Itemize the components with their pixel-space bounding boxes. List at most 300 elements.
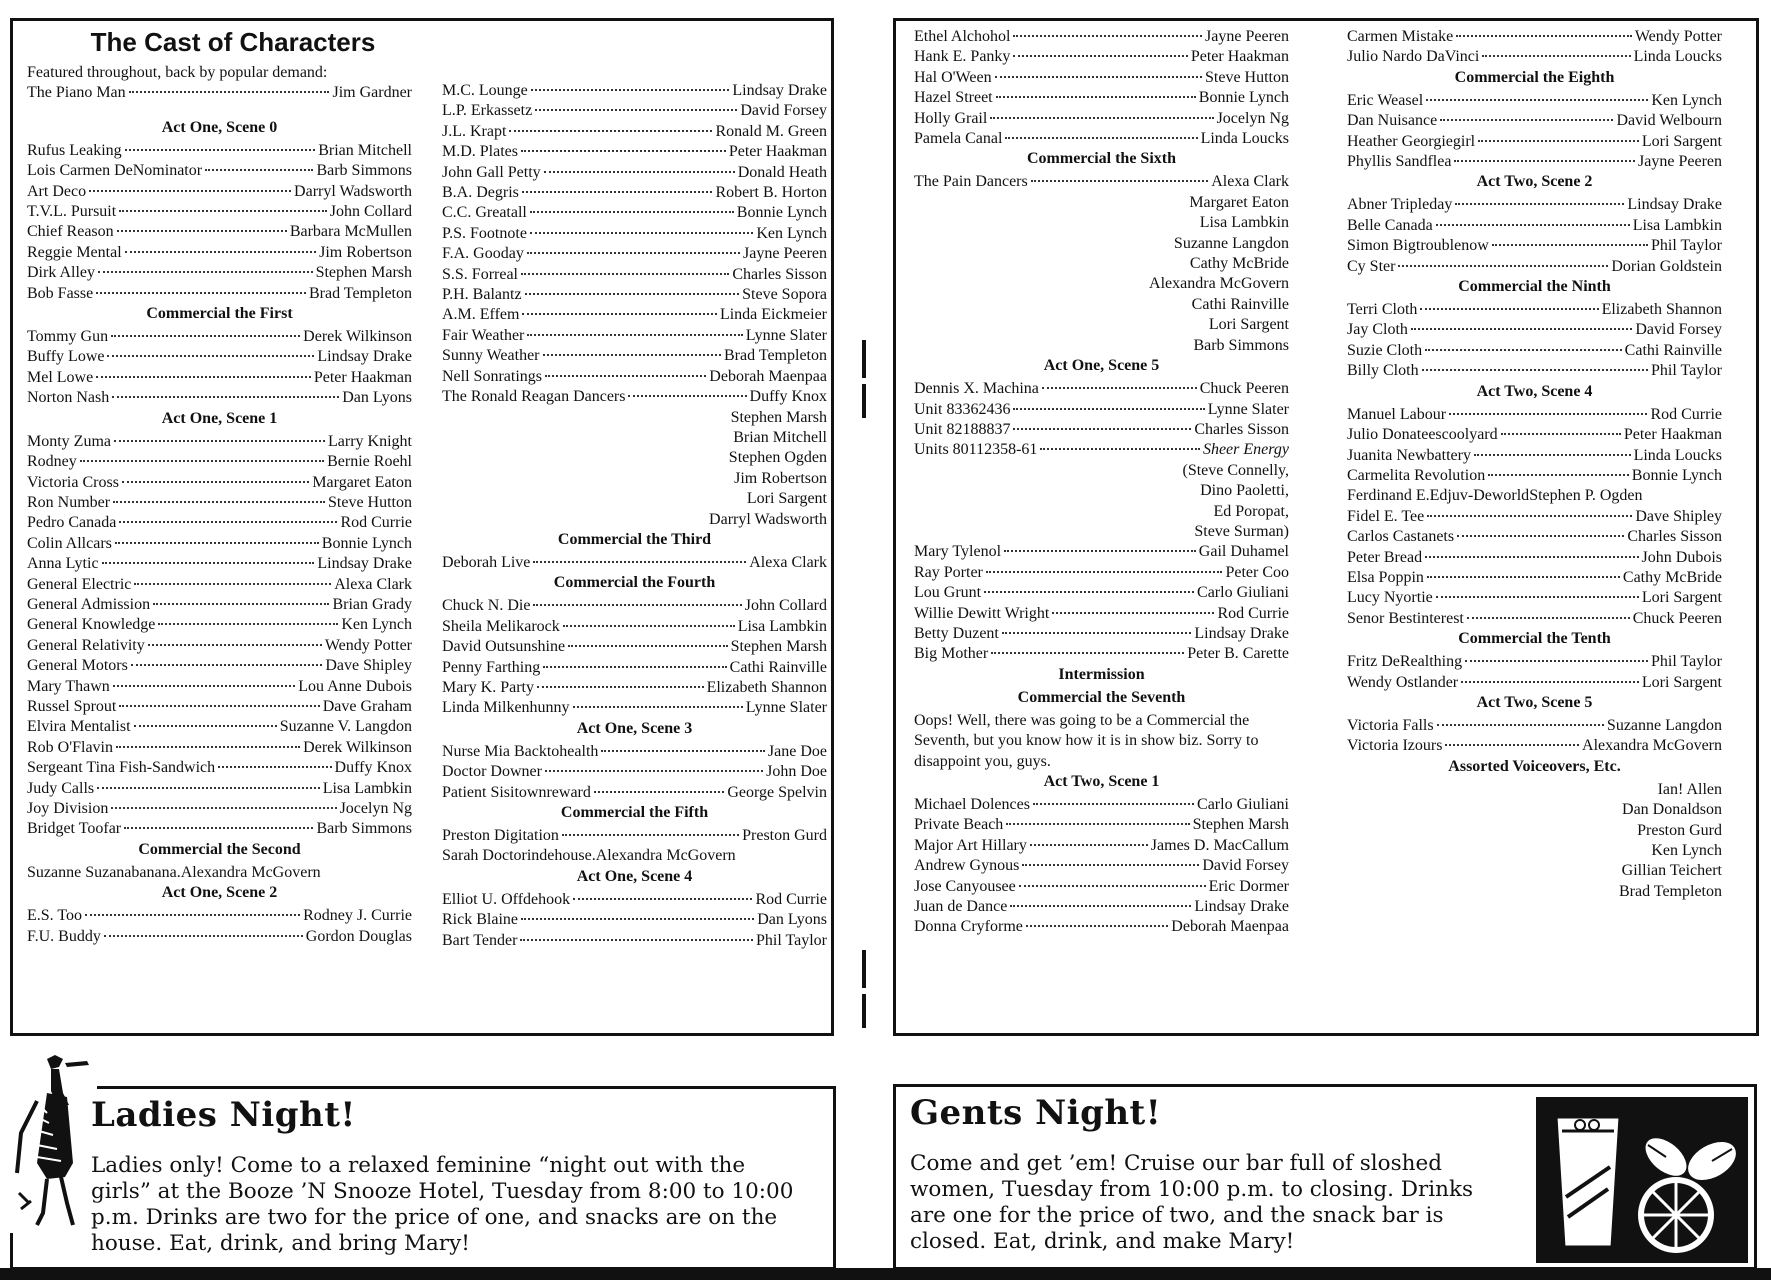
character-name: Juan de Dance	[914, 898, 1008, 916]
character-name: General Electric	[27, 575, 132, 593]
ladies-night-ad	[10, 1086, 836, 1270]
character-name: Fair Weather	[442, 326, 525, 344]
character-name: Manuel Labour	[1347, 405, 1447, 423]
cast-row	[914, 27, 1289, 47]
cast-row	[1347, 446, 1722, 466]
cast-section	[442, 573, 827, 718]
cast-row	[914, 379, 1289, 399]
actor-name: Duffy Knox	[334, 759, 412, 777]
actor-name: Lori Sargent	[1641, 673, 1722, 691]
cast-row	[1347, 236, 1722, 256]
actor-name: Dan Lyons	[342, 389, 412, 407]
cast-row	[1347, 47, 1722, 67]
actor-name: Rod Currie	[1217, 604, 1289, 622]
cast-row	[27, 927, 412, 947]
actor-name: Jane Doe	[767, 742, 827, 760]
actor-name: Bonnie Lynch	[1631, 466, 1722, 484]
character-name: Bart Tender	[442, 931, 518, 949]
character-name: Ferdinand E.Edjuv-Deworld	[1347, 487, 1530, 505]
actor-name: Stephen P. Ogden	[1529, 487, 1643, 505]
character-name: Sergeant Tina Fish-Sandwich	[27, 759, 216, 777]
cast-row	[1347, 152, 1722, 172]
actor-name: Chuck Peeren	[1632, 609, 1722, 627]
character-name: Andrew Gynous	[914, 857, 1020, 875]
dancing-lady-illustration	[7, 1053, 97, 1233]
cast-row	[27, 779, 412, 799]
character-name: Nurse Mia Backtohealth	[442, 742, 599, 760]
cast-row	[914, 47, 1289, 67]
cast-section	[914, 27, 1289, 149]
actor-name: Lindsay Drake	[732, 82, 827, 99]
cast-row	[442, 742, 827, 762]
actor-name: Ronald M. Green	[715, 122, 827, 140]
actor-name: Elizabeth Shannon	[1601, 301, 1722, 319]
character-name: Private Beach	[914, 816, 1004, 834]
character-name: Hal O'Ween	[914, 68, 992, 86]
cast-section	[27, 883, 412, 947]
character-name: Joy Division	[27, 800, 109, 817]
cast-row	[442, 910, 827, 930]
cast-section	[442, 803, 827, 867]
cast-row	[1347, 548, 1722, 568]
character-name: Rick Blaine	[442, 911, 518, 929]
actor-name: Cathy McBride	[1622, 568, 1722, 586]
character-name: E.S. Too	[27, 907, 83, 925]
cast-section	[914, 772, 1289, 938]
cast-row	[914, 795, 1289, 815]
cast-row	[1347, 568, 1722, 588]
cast-row	[1347, 361, 1722, 381]
cast-section	[1347, 693, 1722, 757]
section-heading: Commercial the Tenth	[1458, 630, 1611, 648]
character-name: Reggie Mental	[27, 243, 122, 261]
actor-name: Rod Currie	[755, 890, 827, 908]
character-name: Cy Ster	[1347, 257, 1396, 275]
cast-row	[914, 624, 1289, 644]
character-name: Holly Grail	[914, 109, 988, 127]
cast-row	[27, 554, 412, 574]
cast-row	[27, 717, 412, 737]
actor-name: Brad Templeton	[723, 347, 827, 365]
cast-row	[27, 758, 412, 778]
character-name: Elsa Poppin	[1347, 568, 1424, 586]
cast-row	[27, 202, 412, 222]
actor-name: Barb Simmons	[316, 820, 412, 838]
actor-name: Alexa Clark	[334, 575, 412, 593]
cast-row	[442, 142, 827, 162]
actor-name: Jayne Peeren	[1205, 28, 1289, 45]
cast-row	[27, 534, 412, 554]
cast-column-4	[1347, 27, 1722, 938]
cast-row	[1347, 588, 1722, 608]
actor-name: Brian Grady	[332, 595, 412, 613]
actor-name: Phil Taylor	[1650, 362, 1722, 380]
actor-name: John Dubois	[1641, 548, 1722, 566]
character-name: General Knowledge	[27, 616, 156, 634]
cast-row	[914, 109, 1289, 129]
character-name: Suzie Cloth	[1347, 341, 1423, 359]
character-name: Michael Dolences	[914, 796, 1030, 813]
actor-name: Lindsay Drake	[1194, 624, 1289, 642]
cast-row	[1347, 27, 1722, 47]
section-heading: Act One, Scene 2	[161, 884, 278, 902]
actor-name: John Collard	[744, 597, 827, 615]
actor-name: Barb Simmons	[316, 162, 412, 180]
cast-row	[914, 563, 1289, 583]
additional-actor: Ian! Allen	[1657, 780, 1722, 798]
binding-mark	[862, 340, 866, 378]
character-name: Carmelita Revolution	[1347, 466, 1486, 484]
character-name: S.S. Forreal	[442, 265, 518, 283]
ladies-night-body: Ladies only! Come to a relaxed feminine “night out with the girls” at the Booze ’N Snooze Hotel, Tuesday from 8:00 to 10:00 p.m. Drinks are two for the price of one, and snacks are on the house. Eat, drink, and bring Mary!	[91, 1153, 794, 1256]
actor-name: Alexandra McGovern	[180, 863, 321, 881]
cast-row	[1347, 609, 1722, 629]
additional-actor: Stephen Ogden	[728, 449, 827, 467]
character-name: Lou Grunt	[914, 584, 982, 602]
binding-mark	[862, 950, 866, 988]
actor-name: Alexa Clark	[749, 553, 827, 571]
actor-name: Carlo Giuliani	[1197, 796, 1289, 813]
actor-name: Preston Gurd	[742, 827, 827, 844]
cast-row	[1347, 91, 1722, 111]
character-name: Abner Tripleday	[1347, 196, 1453, 214]
character-name: Dennis X. Machina	[914, 380, 1039, 398]
cast-row	[1347, 466, 1722, 486]
actor-name: Jayne Peeren	[743, 245, 827, 263]
character-name: M.C. Lounge	[442, 82, 528, 99]
additional-actor: Stephen Marsh	[730, 408, 827, 426]
actor-name: Phil Taylor	[1650, 237, 1722, 255]
cast-row	[914, 129, 1289, 149]
section-heading: Act Two, Scene 5	[1476, 693, 1593, 711]
additional-actor: Brad Templeton	[1618, 882, 1722, 900]
cast-row	[442, 305, 827, 325]
cast-row	[27, 347, 412, 367]
section-heading: Commercial the First	[146, 305, 293, 323]
actor-name: Lynne Slater	[1207, 400, 1289, 418]
actor-name: John Collard	[329, 203, 412, 221]
actor-name: Lindsay Drake	[317, 555, 412, 573]
actor-name: Gail Duhamel	[1198, 543, 1289, 561]
cast-section	[442, 719, 827, 803]
actor-name: Dave Shipley	[1635, 507, 1722, 525]
cast-row	[442, 617, 827, 637]
cast-section	[27, 409, 412, 840]
actor-name: Bonnie Lynch	[321, 534, 412, 552]
character-name: T.V.L. Pursuit	[27, 203, 117, 221]
cast-row	[27, 819, 412, 839]
actor-name: Cathi Rainville	[729, 658, 827, 676]
character-name: General Admission	[27, 595, 151, 613]
actor-name: George Spelvin	[727, 783, 827, 801]
actor-name: Ken Lynch	[756, 224, 827, 242]
character-name: Wendy Ostlander	[1347, 673, 1459, 691]
character-name: Chuck N. Die	[442, 597, 531, 615]
cast-row	[442, 285, 827, 305]
character-name: P.S. Footnote	[442, 224, 527, 242]
character-name: A.M. Effem	[442, 306, 520, 324]
section-heading: Act One, Scene 1	[161, 409, 278, 427]
cast-row	[1347, 736, 1722, 756]
character-name: B.A. Degris	[442, 184, 519, 202]
character-name: Julio Donateescoolyard	[1347, 426, 1498, 444]
character-name: Patient Sisitownreward	[442, 783, 591, 801]
actor-name: Peter Haakman	[1190, 48, 1289, 66]
character-name: Juanita Newbattery	[1347, 446, 1471, 464]
actor-name: Dan Lyons	[757, 911, 827, 929]
character-name: Peter Bread	[1347, 548, 1423, 566]
cast-section	[914, 665, 1289, 688]
additional-actor: (Steve Connelly,	[1182, 461, 1289, 479]
actor-name: Phil Taylor	[1650, 653, 1722, 671]
cast-row	[442, 265, 827, 285]
actor-name: Rod Currie	[1650, 405, 1722, 423]
actor-name: Peter Haakman	[728, 143, 827, 161]
actor-name: Peter Haakman	[1623, 426, 1722, 444]
character-name: Willie Dewitt Wright	[914, 604, 1050, 622]
cast-row	[442, 637, 827, 657]
actor-name: Derek Wilkinson	[303, 738, 412, 756]
actor-name: Dave Graham	[322, 697, 412, 715]
cast-section	[27, 118, 412, 304]
cast-section	[1347, 382, 1722, 629]
cast-row	[27, 677, 412, 697]
cast-column-1	[27, 118, 412, 947]
character-name: Suzanne Suzanabanana.	[27, 863, 181, 881]
character-name: Hank E. Panky	[914, 48, 1011, 66]
character-name: Big Mother	[914, 645, 989, 663]
cast-row	[27, 161, 412, 181]
actor-name: Carlo Giuliani	[1197, 584, 1289, 602]
character-name: L.P. Erkassetz	[442, 102, 533, 120]
cast-row	[1347, 341, 1722, 361]
character-name: M.D. Plates	[442, 143, 518, 161]
additional-actor: Dan Donaldson	[1622, 801, 1722, 819]
gents-night-title: Gents Night!	[910, 1093, 1162, 1133]
cast-row	[442, 367, 827, 387]
cast-row	[27, 575, 412, 595]
cast-row	[27, 697, 412, 717]
character-name: Russel Sprout	[27, 697, 117, 715]
additional-actor: Darryl Wadsworth	[709, 510, 827, 528]
cast-row	[27, 615, 412, 635]
actor-name: Charles Sisson	[1627, 528, 1722, 546]
cast-row	[1347, 195, 1722, 215]
cast-row	[27, 327, 412, 347]
cast-row	[1347, 507, 1722, 527]
character-name: Tommy Gun	[27, 328, 109, 346]
actor-name: John Doe	[766, 763, 827, 781]
cast-section	[27, 840, 412, 883]
character-name: The Ronald Reagan Dancers	[442, 388, 626, 406]
cast-row	[914, 897, 1289, 917]
cast-row	[1347, 111, 1722, 131]
cast-row	[1347, 673, 1722, 693]
actor-name: Rod Currie	[340, 514, 412, 532]
cast-section	[914, 688, 1289, 772]
cast-section	[1347, 27, 1722, 68]
actor-name: Phil Taylor	[755, 931, 827, 949]
character-name: Dan Nuisance	[1347, 112, 1438, 130]
additional-actor: Ed Poropat,	[1213, 502, 1289, 520]
actor-name: Linda Eickmeier	[719, 306, 827, 324]
actor-name: Steve Hutton	[1205, 68, 1289, 86]
actor-name: Duffy Knox	[749, 388, 827, 406]
section-heading: Intermission	[1058, 665, 1145, 683]
cast-row	[27, 906, 412, 926]
cast-section	[914, 356, 1289, 665]
character-name: P.H. Balantz	[442, 286, 522, 304]
section-heading: Act One, Scene 0	[161, 118, 278, 136]
character-name: Units 80112358-61	[914, 441, 1038, 459]
actor-name: Peter B. Carette	[1187, 645, 1289, 663]
actor-name: Suzanne V. Langdon	[279, 718, 412, 736]
section-heading: Commercial the Sixth	[1026, 150, 1176, 168]
actor-name: Linda Loucks	[1633, 48, 1722, 66]
cast-row	[914, 172, 1289, 192]
character-name: General Motors	[27, 657, 128, 675]
character-name: Mary Thawn	[27, 677, 110, 695]
character-name: F.A. Gooday	[442, 245, 524, 263]
character-name: Sarah Doctorindehouse.	[442, 847, 596, 865]
actor-name: David Forsey	[740, 102, 827, 120]
actor-name: Wendy Potter	[324, 636, 412, 654]
actor-name: Bernie Roehl	[327, 453, 412, 471]
actor-name: Eric Dormer	[1208, 877, 1289, 895]
cast-row	[27, 799, 412, 819]
cast-row	[914, 604, 1289, 624]
cast-section	[27, 304, 412, 409]
cast-section	[914, 149, 1289, 356]
actor-name: Larry Knight	[328, 432, 412, 450]
cast-row	[442, 846, 827, 866]
character-name: Major Art Hillary	[914, 836, 1027, 854]
cast-row	[442, 553, 827, 573]
character-name: Doctor Downer	[442, 763, 542, 781]
actor-name: Deborah Maenpaa	[1171, 918, 1289, 936]
character-name: Rodney	[27, 453, 77, 471]
cast-row	[27, 263, 412, 283]
cast-row	[442, 783, 827, 803]
actor-name: Lori Sargent	[1641, 132, 1722, 150]
character-name: Victoria Izours	[1347, 737, 1443, 755]
character-name: Mary Tylenol	[914, 543, 1002, 561]
actor-name: Lindsay Drake	[1627, 196, 1722, 214]
cast-section	[1347, 277, 1722, 382]
cast-row	[442, 826, 827, 846]
ladies-night-title: Ladies Night!	[91, 1095, 356, 1135]
cast-row	[442, 931, 827, 951]
right-cast-panel	[893, 18, 1759, 1036]
additional-actor: Barb Simmons	[1193, 336, 1289, 354]
cast-row	[27, 473, 412, 493]
actor-name: Dorian Goldstein	[1611, 257, 1722, 275]
section-heading: Commercial the Ninth	[1458, 278, 1611, 296]
character-name: Lois Carmen DeNominator	[27, 162, 203, 180]
cast-row	[27, 452, 412, 472]
actor-name: Wendy Potter	[1634, 28, 1722, 45]
character-name: Norton Nash	[27, 389, 110, 407]
gents-night-ad	[893, 1084, 1757, 1270]
actor-name: Donald Heath	[737, 163, 827, 181]
actor-name: Dave Shipley	[325, 657, 412, 675]
character-name: The Pain Dancers	[914, 173, 1028, 191]
cast-row	[914, 400, 1289, 420]
section-heading: Act One, Scene 3	[576, 719, 693, 737]
character-name: Nell Sonratings	[442, 367, 542, 385]
cast-row	[442, 183, 827, 203]
additional-actor: Cathy McBride	[1189, 255, 1289, 273]
actor-name: Lou Anne Dubois	[298, 677, 412, 695]
cast-row	[1347, 132, 1722, 152]
actor-name: Lynne Slater	[745, 326, 827, 344]
cast-row	[914, 440, 1289, 460]
cast-row	[1347, 716, 1722, 736]
actor-name: Stephen Marsh	[315, 264, 412, 282]
additional-actor: Margaret Eaton	[1189, 193, 1289, 211]
character-name: Ray Porter	[914, 563, 983, 581]
actor-name: Steve Hutton	[328, 493, 412, 511]
actor-name: Peter Haakman	[313, 368, 412, 386]
cast-row	[27, 432, 412, 452]
actor-name: Cathi Rainville	[1624, 341, 1722, 359]
character-name: Fidel E. Tee	[1347, 507, 1425, 525]
character-name: Hazel Street	[914, 89, 993, 107]
actor-name: Bonnie Lynch	[1198, 89, 1289, 107]
cast-row	[442, 678, 827, 698]
character-name: Victoria Cross	[27, 473, 119, 491]
additional-actor: Jim Robertson	[734, 469, 827, 487]
additional-actor: Preston Gurd	[1637, 821, 1722, 839]
actor-name: Darryl Wadsworth	[294, 182, 412, 200]
character-name: Elliot U. Offdehook	[442, 890, 571, 908]
character-name: Judy Calls	[27, 779, 95, 797]
actor-name: Stephen Marsh	[1192, 816, 1289, 834]
bottom-border	[0, 1268, 1771, 1280]
actor-name: Charles Sisson	[1194, 420, 1289, 438]
actor-name: Rodney J. Currie	[303, 907, 412, 925]
additional-actor: Ken Lynch	[1651, 842, 1722, 859]
character-name: Jay Cloth	[1347, 321, 1408, 339]
section-heading: Act Two, Scene 2	[1476, 173, 1593, 191]
character-name: Buffy Lowe	[27, 348, 105, 366]
cast-row	[27, 388, 412, 408]
cast-column-3	[914, 27, 1289, 938]
actor-name: Lindsay Drake	[317, 348, 412, 366]
character-name: Sheila Melikarock	[442, 617, 560, 635]
actor-name: Lori Sargent	[1641, 589, 1722, 607]
cast-row	[442, 163, 827, 183]
actor-name: Lindsay Drake	[1194, 898, 1289, 916]
cast-row	[914, 68, 1289, 88]
character-name: John Gall Petty	[442, 163, 541, 181]
section-heading: Commercial the Fifth	[560, 804, 709, 821]
character-name: Mary K. Party	[442, 678, 534, 696]
actor-name: Elizabeth Shannon	[706, 678, 827, 696]
section-heading: Commercial the Second	[138, 840, 301, 858]
cast-row	[442, 122, 827, 142]
actor-name: Alexandra McGovern	[595, 847, 736, 865]
cast-row	[1347, 425, 1722, 445]
actor-name: Brad Templeton	[308, 284, 412, 302]
actor-name: Chuck Peeren	[1199, 380, 1289, 398]
actor-name: Ken Lynch	[341, 616, 412, 634]
character-name: Pedro Canada	[27, 514, 117, 532]
character-name: Billy Cloth	[1347, 362, 1419, 380]
cast-row	[1347, 257, 1722, 277]
cast-row	[914, 420, 1289, 440]
character-name: Unit 82188837	[914, 420, 1011, 438]
